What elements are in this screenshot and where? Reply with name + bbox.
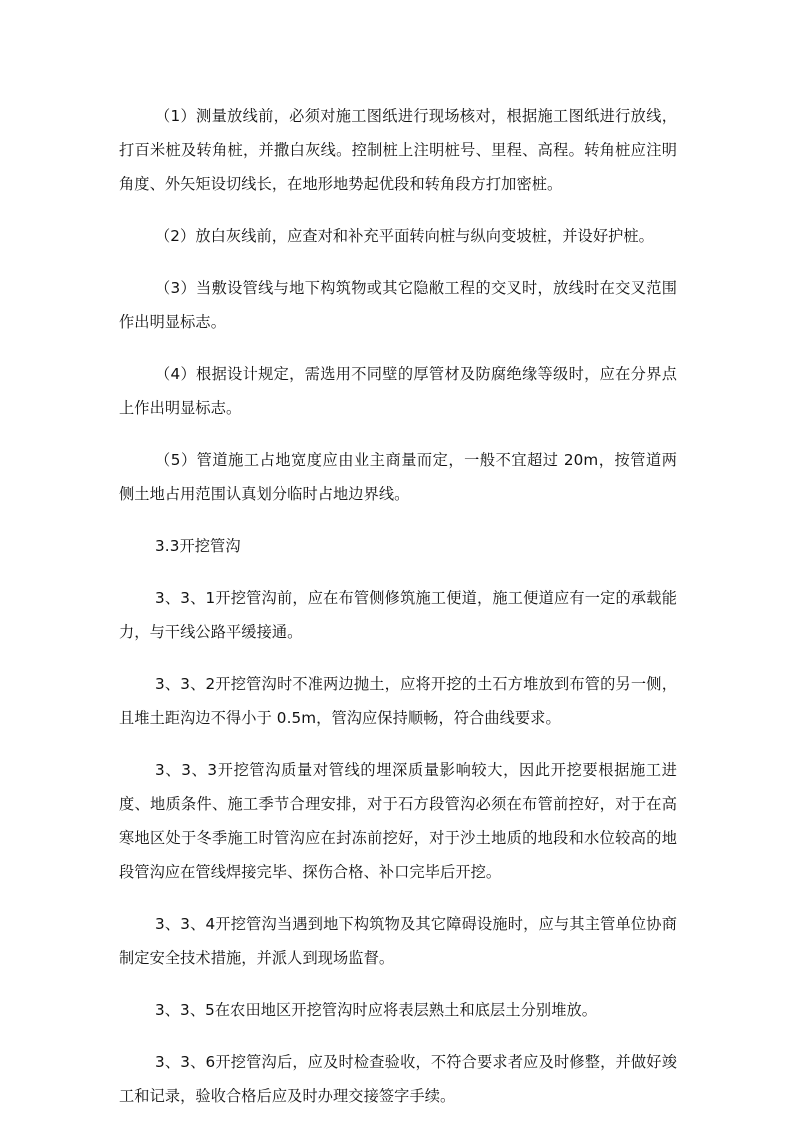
- paragraph-2: （2）放白灰线前，应查对和补充平面转向桩与纵向变坡桩，并设好护桩。: [155, 227, 654, 245]
- paragraph-335: 3、3、5在农田地区开挖管沟时应将表层熟土和底层土分别堆放。: [155, 1001, 598, 1019]
- paragraph-333: 3、3、3开挖管沟质量对管线的埋深质量影响较大，因此开挖要根据施工进度、地质条件、施工季节合理安排，对于石方段管沟必须在布管前控好，对于在高寒地区处于冬季施工时管沟应在封冻前挖好，对于沙土地质的地段和水位较高的地段管沟应在管线焊接完毕、探伤合格、补口完毕后开挖。: [119, 761, 677, 881]
- section-heading: 3.3开挖管沟: [155, 537, 241, 555]
- paragraph-3: （3）当敷设管线与地下构筑物或其它隐敝工程的交叉时，放线时在交叉范围作出明显标志。: [119, 279, 677, 331]
- paragraph-4: （4）根据设计规定，需选用不同壁的厚管材及防腐绝缘等级时，应在分界点上作出明显标志。: [119, 365, 677, 417]
- paragraph-1: （1）测量放线前，必须对施工图纸进行现场核对，根据施工图纸进行放线，打百米桩及转角桩，并撒白灰线。控制桩上注明桩号、里程、高程。转角桩应注明角度、外矢矩设切线长，在地形地势起优段和转角段方打加密桩。: [119, 107, 677, 193]
- paragraph-334: 3、3、4开挖管沟当遇到地下构筑物及其它障碍设施时，应与其主管单位协商制定安全技术措施，并派人到现场监督。: [119, 915, 677, 967]
- paragraph-332: 3、3、2开挖管沟时不准两边抛土，应将开挖的土石方堆放到布管的另一侧，且堆土距沟边不得小于 0.5m，管沟应保持顺畅，符合曲线要求。: [119, 675, 677, 727]
- document-body: [119, 99, 677, 1131]
- paragraph-336: 3、3、6开挖管沟后，应及时检查验收，不符合要求者应及时修整，并做好竣工和记录，验收合格后应及时办理交接签字手续。: [119, 1053, 677, 1105]
- paragraph-331: 3、3、1开挖管沟前，应在布管侧修筑施工便道，施工便道应有一定的承载能力，与干线公路平缓接通。: [119, 589, 677, 641]
- paragraph-5: （5）管道施工占地宽度应由业主商量而定，一般不宜超过 20m，按管道两侧土地占用范围认真划分临时占地边界线。: [119, 451, 677, 503]
